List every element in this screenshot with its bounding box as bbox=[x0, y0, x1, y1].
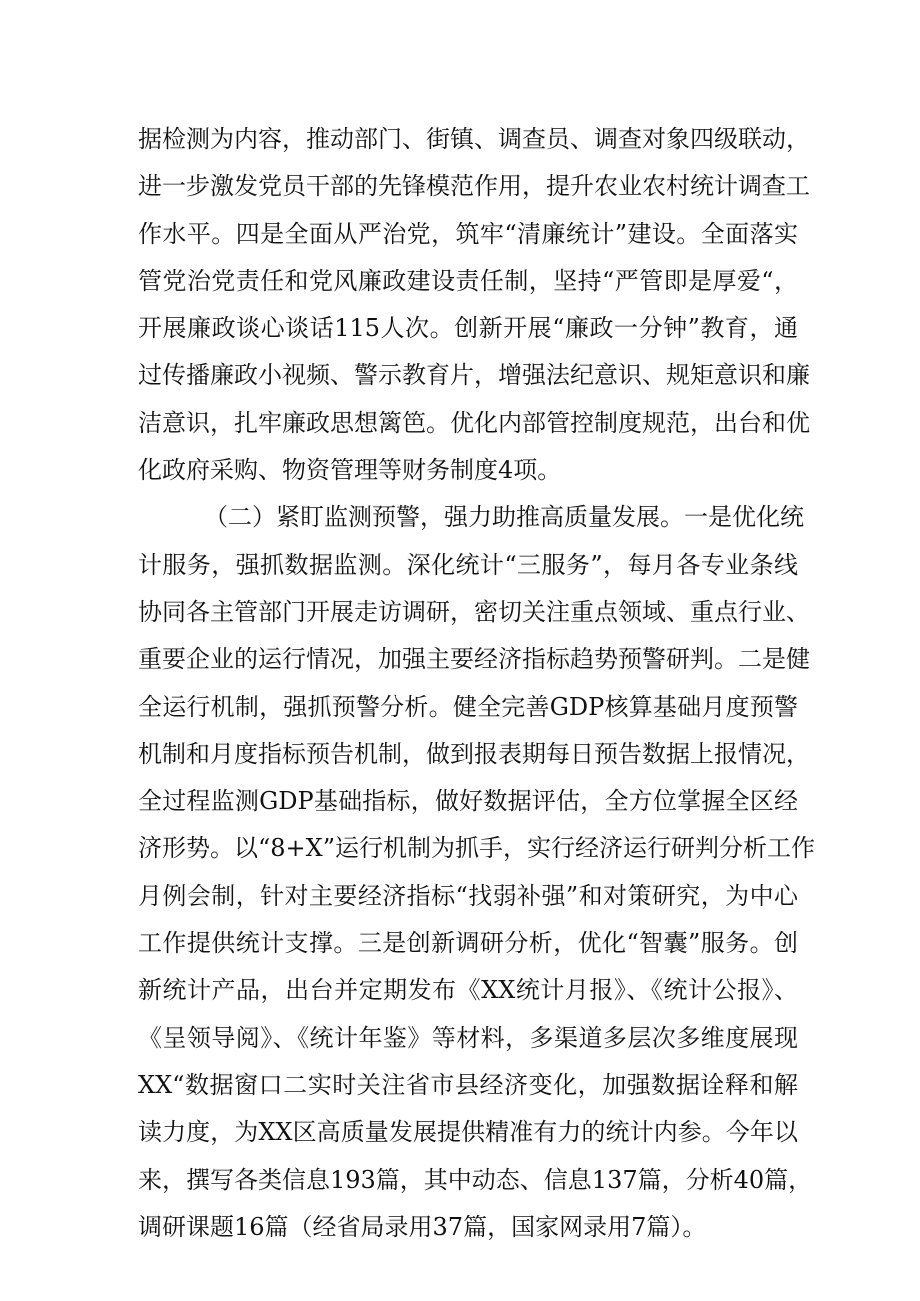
text-line: 管党治党责任和党风廉政建设责任制，坚持“严管即是厚爱“， bbox=[138, 266, 798, 295]
text-line: 计服务，强抓数据监测。深化统计“三服务”，每月各专业条线 bbox=[138, 550, 798, 579]
text-line: 过传播廉政小视频、警示教育片，增强法纪意识、规矩意识和廉 bbox=[138, 361, 810, 390]
text-line: 济形势。以“8+X”运行机制为抓手，实行经济运行研判分析工作 bbox=[138, 834, 816, 863]
text-line: 开展廉政谈心谈话115人次。创新开展“廉政一分钟”教育，通 bbox=[138, 314, 798, 343]
paragraph-first-line: （二）紧盯监测预警，强力助推高质量发展。一是优化统 bbox=[204, 503, 804, 532]
text-line: 月例会制，针对主要经济指标“找弱补强”和对策研究，为中心 bbox=[138, 881, 798, 910]
text-line: 读力度，为XX区高质量发展提供精准有力的统计内参。今年以 bbox=[138, 1118, 798, 1147]
text-line: 洁意识，扎牢廉政思想篱笆。优化内部管控制度规范，出台和优 bbox=[138, 408, 810, 437]
text-line: 机制和月度指标预告机制，做到报表期每日预告数据上报情况， bbox=[138, 739, 810, 768]
text-line: 来，撰写各类信息193篇，其中动态、信息137篇，分析40篇， bbox=[138, 1165, 813, 1194]
text-line: 化政府采购、物资管理等财务制度4项。 bbox=[138, 456, 562, 485]
text-line: 调研课题16篇（经省局录用37篇，国家网录用7篇）。 bbox=[138, 1212, 707, 1241]
document-body bbox=[138, 116, 816, 1251]
text-line: 作水平。四是全面从严治党，筑牢“清廉统计”建设。全面落实 bbox=[138, 219, 798, 248]
text-line: 进一步激发党员干部的先锋模范作用，提升农业农村统计调查工 bbox=[138, 172, 810, 201]
text-line: 《呈领导阅》、《统计年鉴》等材料，多渠道多层次多维度展现 bbox=[138, 1023, 798, 1052]
text-line: 全运行机制，强抓预警分析。健全完善GDP核算基础月度预警 bbox=[138, 692, 798, 721]
text-line: 协同各主管部门开展走访调研，密切关注重点领域、重点行业、 bbox=[138, 597, 810, 626]
text-line: 新统计产品，出台并定期发布《XX统计月报》、《统计公报》、 bbox=[138, 976, 798, 1005]
text-line: 据检测为内容，推动部门、街镇、调查员、调查对象四级联动， bbox=[138, 125, 810, 153]
text-line: 全过程监测GDP基础指标，做好数据评估，全方位掌握全区经 bbox=[138, 787, 798, 816]
text-line: XX“数据窗口二实时关注省市县经济变化，加强数据诠释和解 bbox=[138, 1070, 798, 1099]
text-line: 工作提供统计支撑。三是创新调研分析，优化“智囊”服务。创 bbox=[138, 929, 798, 958]
text-line: 重要企业的运行情况，加强主要经济指标趋势预警研判。二是健 bbox=[138, 645, 810, 674]
